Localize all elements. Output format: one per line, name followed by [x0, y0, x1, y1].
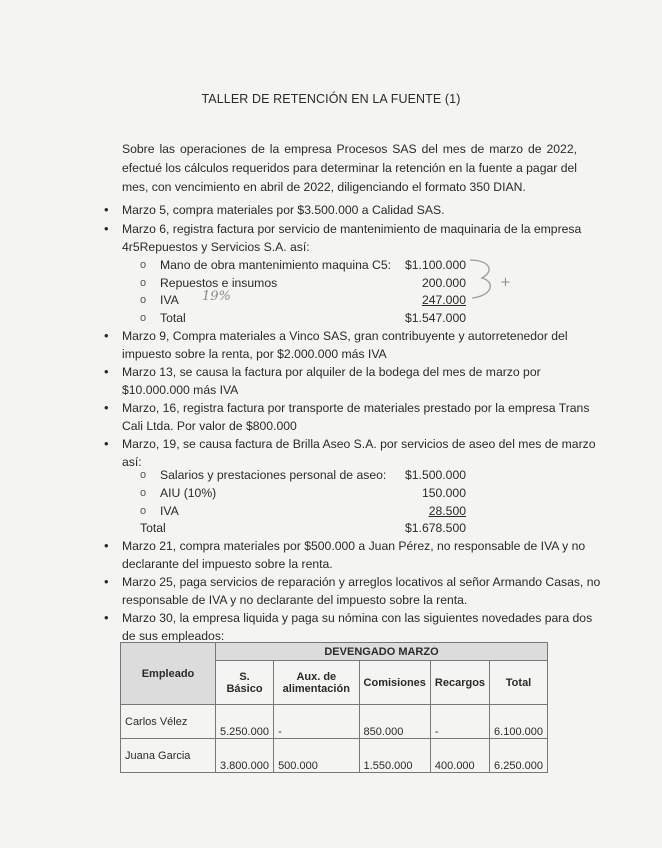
m19-row-label: IVA	[160, 504, 179, 518]
bullet-marker: •	[104, 538, 109, 553]
item-marzo-21-line-1: Marzo 21, compra materiales por $500.000 a Juan Pérez, no responsable de IVA y no	[122, 539, 586, 553]
col-header-aux: Aux. de alimentación	[274, 661, 359, 705]
sub-marker: o	[140, 294, 147, 306]
col-header-empleado: Empleado	[121, 643, 216, 705]
sub-marker: o	[140, 487, 147, 499]
item-marzo-13-line-1: Marzo 13, se causa la factura por alquiler de la bodega del mes de marzo por	[122, 365, 541, 379]
item-marzo-19-line-1: Marzo, 19, se causa factura de Brilla Aseo S.A. por servicios de aseo del mes de marzo	[122, 437, 596, 451]
cell-empleado: Carlos Vélez	[121, 705, 216, 739]
sub-marker: o	[140, 277, 147, 289]
sub-marker: o	[140, 505, 147, 517]
cell-comisiones: 850.000	[359, 705, 430, 739]
m6-row-label: Mano de obra mantenimiento maquina C5:	[160, 258, 392, 272]
m6-total-value: $1.547.000	[405, 311, 466, 325]
m6-row-label: IVA	[160, 293, 179, 307]
sub-marker: o	[140, 469, 147, 481]
item-marzo-5: Marzo 5, compra materiales por $3.500.000 a Calidad SAS.	[122, 203, 445, 217]
m19-row-value: 150.000	[421, 486, 466, 500]
bullet-marker: •	[104, 436, 109, 451]
item-marzo-16-line-1: Marzo, 16, registra factura por transporte de materiales prestado por la empresa Trans	[122, 401, 590, 415]
col-header-total: Total	[490, 661, 548, 705]
cell-recargos: -	[430, 705, 489, 739]
item-marzo-6-line-1: Marzo 6, registra factura por servicio de mantenimiento de maquinaria de la empresa	[122, 222, 582, 236]
item-marzo-25-line-1: Marzo 25, paga servicios de reparación y arreglos locativos al señor Armando Casas, no	[122, 575, 601, 589]
bullet-marker: •	[104, 221, 109, 236]
m19-row-value: 28.500	[428, 504, 466, 518]
m19-total-label: Total	[140, 521, 166, 535]
bullet-marker: •	[104, 328, 109, 343]
cell-comisiones: 1.550.000	[359, 739, 430, 773]
payroll-table	[120, 642, 548, 773]
m19-total-value: $1.678.500	[405, 521, 466, 535]
bullet-marker: •	[104, 574, 109, 589]
item-marzo-13-line-2: $10.000.000 más IVA	[122, 383, 239, 397]
handwritten-plus: +	[500, 275, 511, 290]
intro-paragraph: Sobre las operaciones de la empresa Procesos SAS del mes de marzo de 2022, efectué los cálculos requeridos para determinar la retención en la fuente a pagar del mes, con vencimiento en abril de 2022, diligenciando el formato 350 DIAN.	[122, 142, 577, 194]
cell-total: 6.250.000	[490, 739, 548, 773]
sub-marker: o	[140, 312, 147, 324]
item-marzo-16-line-2: Cali Ltda. Por valor de $800.000	[122, 419, 297, 433]
bullet-marker: •	[104, 610, 109, 625]
cell-aux: 500.000	[274, 739, 359, 773]
cell-recargos: 400.000	[430, 739, 489, 773]
item-marzo-9-line-2: impuesto sobre la renta, por $2.000.000 más IVA	[122, 347, 387, 361]
col-header-recargos: Recargos	[430, 661, 489, 705]
bullet-marker: •	[104, 364, 109, 379]
table-row	[121, 739, 548, 773]
group-header-devengado: DEVENGADO MARZO	[216, 643, 548, 661]
item-marzo-30-line-2: de sus empleados:	[122, 629, 225, 643]
m6-row-value: $1.100.000	[405, 258, 466, 272]
m19-row-label: AIU (10%)	[160, 486, 217, 500]
m6-row-value: 247.000	[421, 293, 466, 307]
m6-total-label: Total	[160, 311, 186, 325]
cell-total: 6.100.000	[490, 705, 548, 739]
m19-row-label: Salarios y prestaciones personal de aseo:	[160, 468, 387, 482]
table-row	[121, 705, 548, 739]
item-marzo-19-line-2: así:	[122, 455, 142, 469]
bullet-marker: •	[104, 400, 109, 415]
item-marzo-25-line-2: responsable de IVA y no declarante del impuesto sobre la renta.	[122, 593, 468, 607]
item-marzo-21-line-2: declarante del impuesto sobre la renta.	[122, 557, 333, 571]
col-header-comisiones: Comisiones	[359, 661, 430, 705]
cell-basico: 5.250.000	[216, 705, 274, 739]
cell-basico: 3.800.000	[216, 739, 274, 773]
sub-marker: o	[140, 259, 147, 271]
bullet-marker: •	[104, 202, 109, 217]
cell-aux: -	[274, 705, 359, 739]
cell-empleado: Juana Garcia	[121, 739, 216, 773]
col-header-basico: S. Básico	[216, 661, 274, 705]
item-marzo-9-line-1: Marzo 9, Compra materiales a Vinco SAS, gran contribuyente y autorretenedor del	[122, 329, 568, 343]
handwritten-note: 19%	[202, 289, 231, 304]
item-marzo-6-line-2: 4r5Repuestos y Servicios S.A. así:	[122, 240, 310, 254]
item-marzo-30-line-1: Marzo 30, la empresa liquida y paga su nómina con las siguientes novedades para dos	[122, 611, 593, 625]
document-title: TALLER DE RETENCIÓN EN LA FUENTE (1)	[201, 92, 461, 106]
m6-row-value: 200.000	[421, 276, 466, 290]
m6-row-label: Repuestos e insumos	[160, 276, 278, 290]
m19-row-value: $1.500.000	[405, 468, 466, 482]
